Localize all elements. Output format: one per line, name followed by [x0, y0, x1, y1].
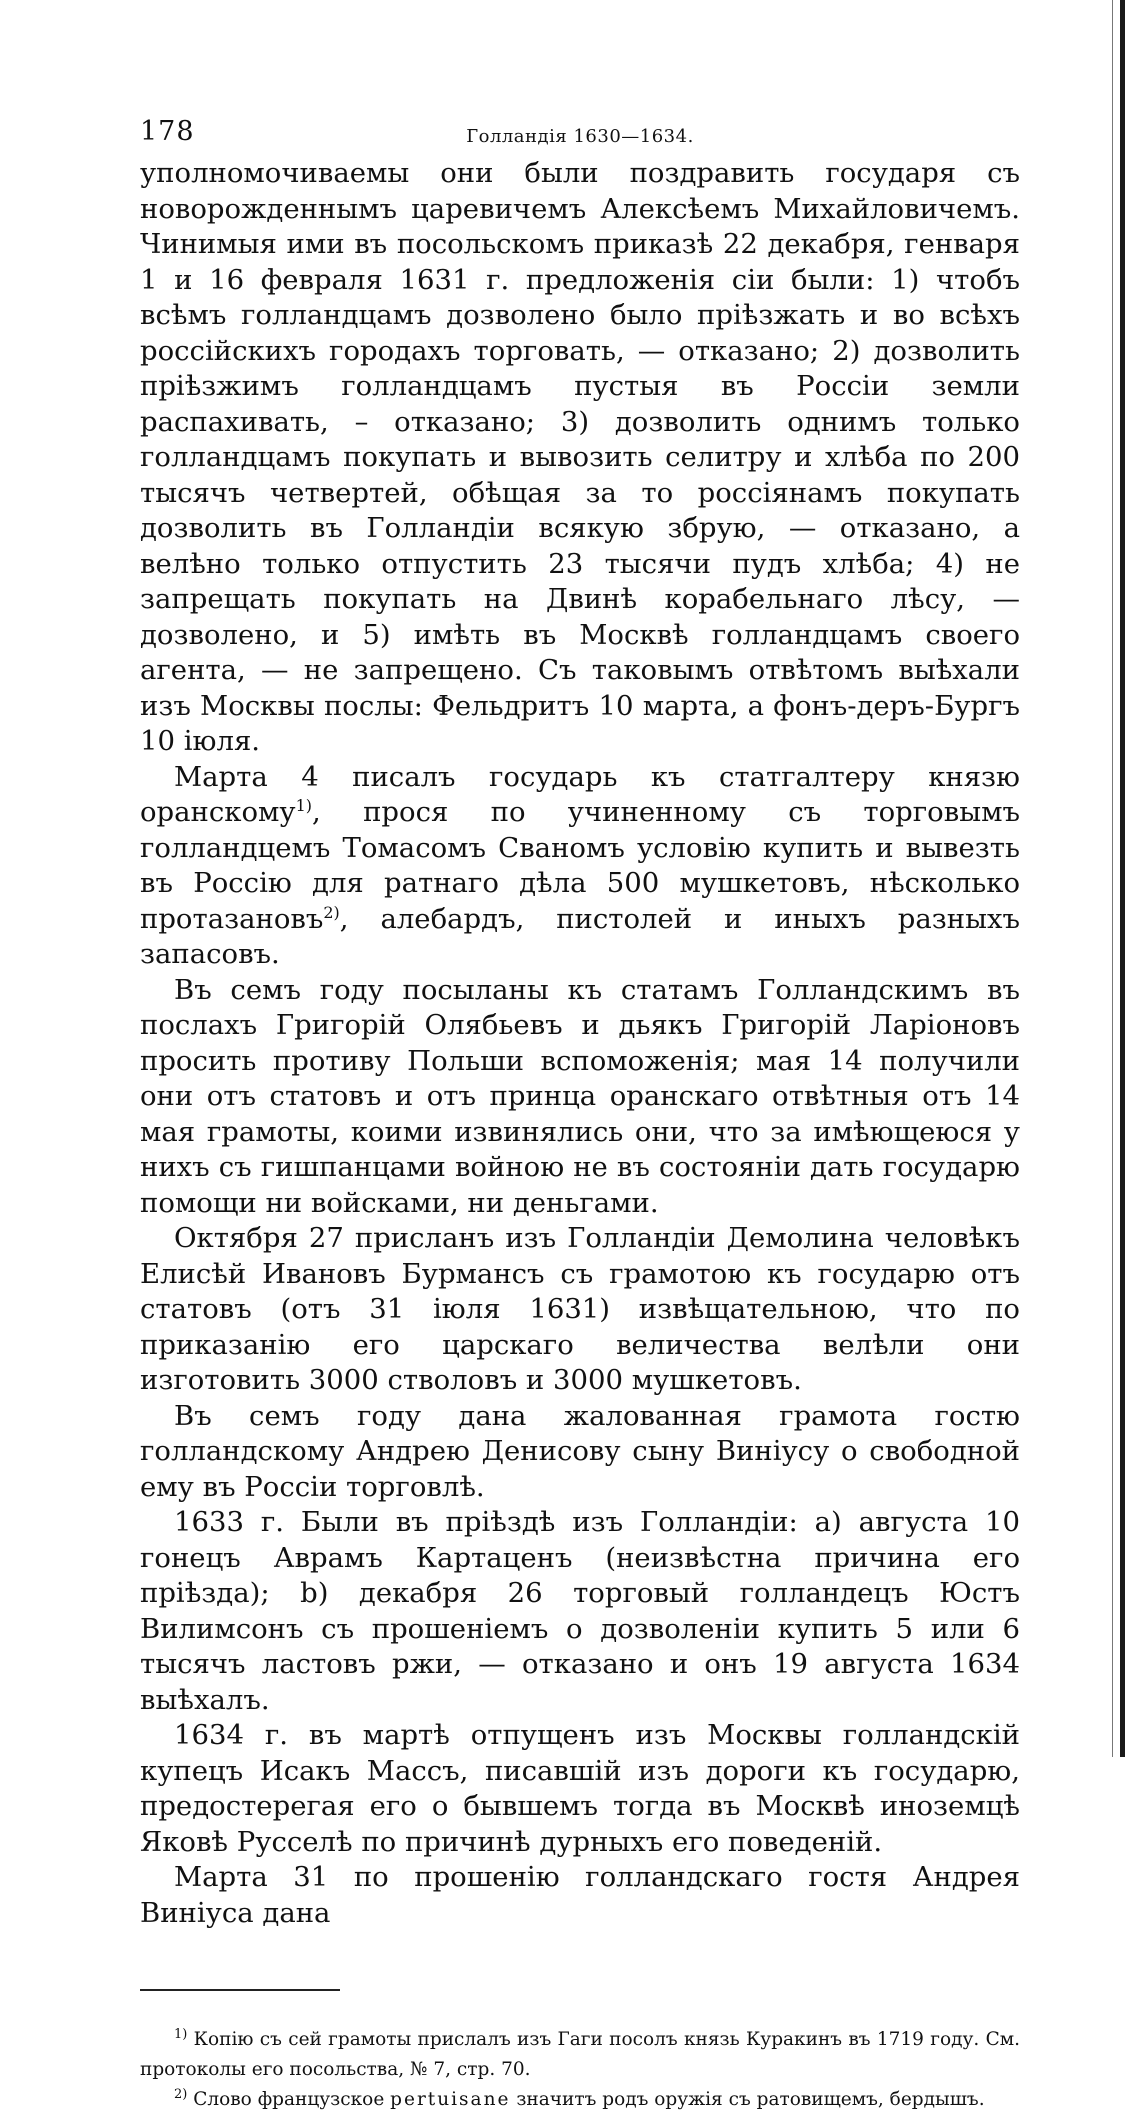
footnote-2-text-b: значитъ родъ оружія съ ратовищемъ, бердышъ. [510, 2089, 985, 2110]
paragraph-5: Въ семъ году дана жалованная грамота гостю голландскому Андрею Денисову сыну Виніусу о свободной ему въ Россіи торговлѣ. [140, 1399, 1020, 1503]
footnote-2-mark: 2) [174, 2086, 188, 2102]
footnote-separator [140, 1989, 340, 1991]
footnote-1-text: Копію съ сей грамоты прислалъ изъ Гаги посолъ князь Куракинъ въ 1719 году. См. протоколы его посольства, № 7, стр. 70. [140, 2029, 1020, 2080]
paragraph-2-part-a: Марта 4 писалъ государь къ статгалтеру князю оранскому [140, 760, 1020, 828]
footnote-2-text-a: Слово французское [187, 2089, 391, 2110]
paragraph-6: 1633 г. Были въ пріѣздѣ изъ Голландіи: a) августа 10 гонецъ Аврамъ Картаценъ (неизвѣстна причина его пріѣзда); b) декабря 26 торговый голландецъ Юстъ Вилимсонъ съ прошеніемъ о дозволеніи купить 5 или 6 тысячъ ластовъ ржи, — отказано и онъ 19 августа 1634 выѣхалъ. [140, 1506, 1020, 1716]
footnote-2 [140, 2085, 1020, 2115]
running-title: Голландія 1630—1634. [466, 126, 694, 147]
paragraph-1: уполномочиваемы они были поздравить государя съ новорожденнымъ царевичемъ Алексѣемъ Михайловичемъ. Чинимыя ими въ посольскомъ приказѣ 22 декабря, генваря 1 и 16 февраля 1631 г. предложенія сіи были: 1) чтобъ всѣмъ голландцамъ дозволено было пріѣзжать и во всѣхъ россійскихъ городахъ торговать, — отказано; 2) дозволить пріѣзжимъ голландцамъ пустыя въ Россіи земли распахивать, – отказано; 3) дозволить однимъ только голландцамъ покупать и вывозить селитру и хлѣба по 200 тысячъ четвертей, обѣщая за то россіянамъ покупать дозволить въ Голландіи всякую збрую, — отказано, а велѣно только отпустить 23 тысячи пудъ хлѣба; 4) не запрещать покупать на Двинѣ корабельнаго лѣсу, — дозволено, и 5) имѣть въ Москвѣ голландцамъ своего агента, — не запрещено. Съ таковымъ отвѣтомъ выѣхали изъ Москвы послы: Фельдритъ 10 марта, а фонъ-деръ-Бургъ 10 іюля. [140, 157, 1020, 757]
main-text [140, 156, 1020, 1931]
page-edge-binding-rule [1120, 0, 1125, 1757]
book-page [140, 110, 1020, 2115]
paragraph-8: Марта 31 по прошенію голландскаго гостя Андрея Виніуса дана [140, 1861, 1020, 1929]
paragraph-2-part-c: , алебардъ, пистолей и иныхъ разныхъ запасовъ. [140, 902, 1020, 970]
footnote-1 [140, 2025, 1020, 2085]
paragraph-4: Октября 27 присланъ изъ Голландіи Демолина человѣкъ Елисѣй Ивановъ Бурмансъ съ грамотою къ государю отъ статовъ (отъ 31 іюля 1631) извѣщательною, что по приказанію его царскаго величества велѣли они изготовить 3000 стволовъ и 3000 мушкетовъ. [140, 1222, 1020, 1396]
page-header [140, 110, 1020, 154]
paragraph-7: 1634 г. въ мартѣ отпущенъ изъ Москвы голландскій купецъ Исакъ Массъ, писавшій изъ дороги къ государю, предостерегая его о бывшемъ тогда въ Москвѣ иноземцѣ Яковѣ Русселѣ по причинѣ дурныхъ его поведеній. [140, 1719, 1020, 1858]
page-number: 178 [140, 116, 195, 147]
page-edge-thin-line [1112, 0, 1113, 1757]
paragraph-3: Въ семъ году посыланы къ статамъ Голландскимъ въ послахъ Григорій Олябьевъ и дьякъ Григорій Ларіоновъ просить противу Польши вспоможенія; мая 14 получили они отъ статовъ и отъ принца оранскаго отвѣтныя отъ 14 мая грамоты, коими извинялись они, что за имѣющеюся у нихъ съ гишпанцами войною не въ состояніи дать государю помощи ни войсками, ни деньгами. [140, 973, 1020, 1219]
footnotes [140, 2025, 1020, 2115]
footnote-2-foreign-word: pertuisane [390, 2089, 511, 2110]
footnote-ref-2: 2) [323, 902, 340, 922]
footnote-1-mark: 1) [174, 2026, 188, 2042]
paragraph-2-part-b: , прося по учиненному съ торговымъ голландцемъ Томасомъ Сваномъ условію купить и вывезть въ Россію для ратнаго дѣла 500 мушкетовъ, нѣсколько протазановъ [140, 796, 1020, 935]
footnote-ref-1: 1) [295, 795, 313, 815]
paragraph-2 [140, 760, 1020, 973]
